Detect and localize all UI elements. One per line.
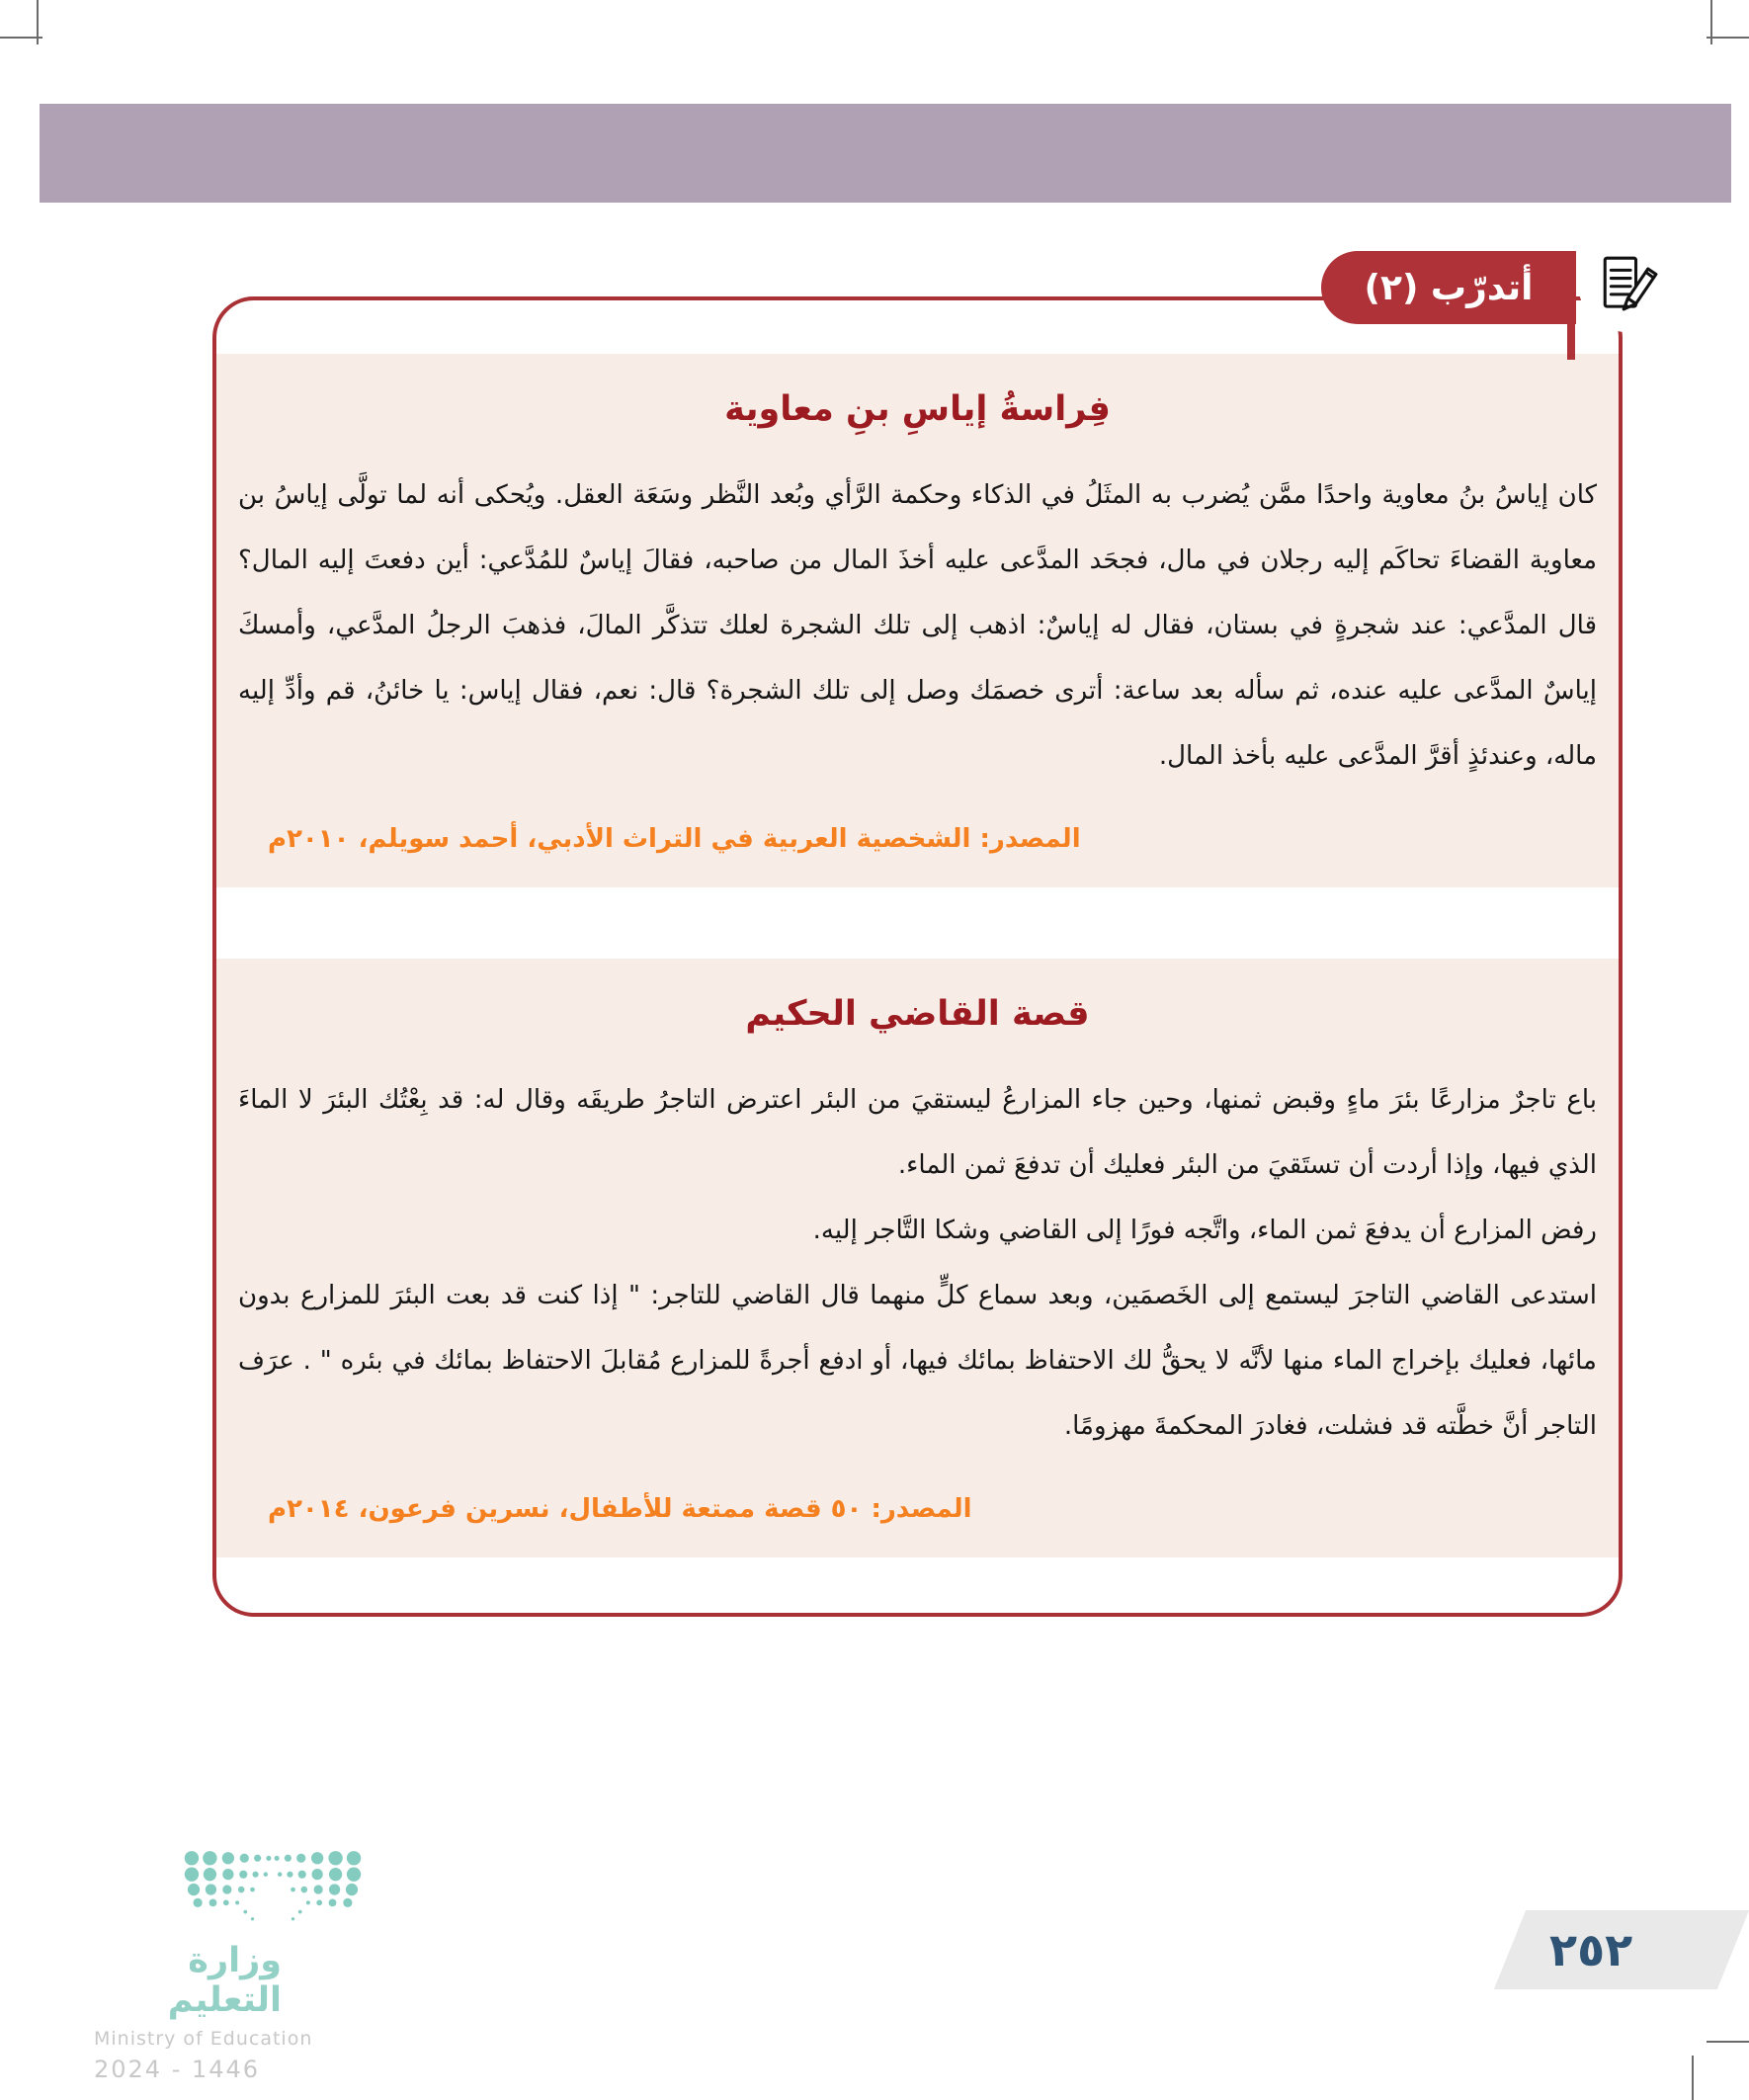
practice-tab-label: أتدرّب (٢) <box>1364 267 1534 308</box>
page-number: ٢٥٢ <box>1549 1923 1633 1976</box>
crop-mark-top-left-h <box>0 37 42 39</box>
page-number-badge <box>1494 1910 1749 1989</box>
passage-paragraph: كان إياسُ بنُ معاوية واحدًا ممَّن يُضرب به المثَلُ في الذكاء وحكمة الرَّأي وبُعد النَّظر وسَعَة العقل. ويُحكى أنه لما تولَّى إياسُ بن معاوية القضاءَ تحاكَم إليه رجلان في مال، فجحَد المدَّعى عليه أخذَ المال من صاحبه، فقالَ إياسٌ للمُدَّعي: أين دفعتَ إليه المال؟ قال المدَّعي: عند شجرةٍ في بستان، فقال له إياسٌ: اذهب إلى تلك الشجرة لعلك تتذكَّر المالَ، فذهبَ الرجلُ المدَّعي، وأمسكَ إياسٌ المدَّعى عليه عنده، ثم سأله بعد ساعة: أترى خصمَك وصل إلى تلك الشجرة؟ قال: نعم، فقال إياس: يا خائنُ، قم وأدِّ إليه ماله، وعندئذٍ أقرَّ المدَّعى عليه بأخذ المال. <box>238 480 1597 771</box>
ministry-logo-english-wordmark: Ministry of Education <box>94 2028 313 2050</box>
practice-tab <box>1321 251 1576 324</box>
ministry-logo-arabic-wordmark: وزارة التعليم <box>167 1941 282 2020</box>
header-band <box>40 104 1731 203</box>
practice-tab-connector <box>1567 318 1575 360</box>
reading-passages-card <box>212 296 1623 1617</box>
pencil-paper-icon-svg <box>1593 250 1660 317</box>
crop-mark-top-right-h <box>1707 37 1749 39</box>
ministry-logo <box>94 1848 371 2083</box>
passage-section-judge <box>216 959 1619 1557</box>
pencil-paper-icon <box>1578 235 1675 332</box>
passage-paragraph: رفض المزارع أن يدفعَ ثمن الماء، واتَّجه فورًا إلى القاضي وشكا التَّاجر إليه. <box>812 1216 1597 1245</box>
passage-source: المصدر: ٥٠ قصة ممتعة للأطفال، نسرين فرعون، ٢٠١٤م <box>268 1494 972 1524</box>
crop-mark-bottom-right-v <box>1692 2056 1694 2100</box>
passage-paragraph: استدعى القاضي التاجرَ ليستمع إلى الخَصمَين، وبعد سماع كلٍّ منهما قال القاضي للتاجر: " إذا كنت قد بعت البئرَ للمزارع بدون مائها، فعليك بإخراج الماء منها لأنَّه لا يحقُّ لك الاحتفاظ بمائك فيها، أو ادفع أجرةً للمزارع مُقابلَ الاحتفاظ بمائك في بئره " . عرَف التاجر أنَّ خطَّته قد فشلت، فغادرَ المحكمةَ مهزومًا. <box>238 1281 1597 1441</box>
passage-body <box>238 1067 1597 1459</box>
ministry-logo-years: 2024 - 1446 <box>94 2056 261 2083</box>
crop-mark-bottom-right-h <box>1707 2041 1749 2043</box>
passage-paragraph: باع تاجرٌ مزارعًا بئرَ ماءٍ وقبض ثمنها، وحين جاء المزارعُ ليستقيَ من البئر اعترض التاجرُ طريقَه وقال له: قد بِعْتُك البئرَ لا الماءَ الذي فيها، وإذا أردت أن تستَقيَ من البئر فعليك أن تدفعَ ثمن الماء. <box>238 1085 1597 1180</box>
passage-source: المصدر: الشخصية العربية في التراث الأدبي، أحمد سويلم، ٢٠١٠م <box>268 824 1081 854</box>
passage-section-iyas <box>216 354 1619 887</box>
passage-body <box>238 462 1597 789</box>
passage-title: فِراسةُ إياسِ بنِ معاوية <box>724 389 1111 429</box>
passage-title: قصة القاضي الحكيم <box>745 994 1090 1034</box>
ministry-logo-dots <box>181 1848 365 1927</box>
